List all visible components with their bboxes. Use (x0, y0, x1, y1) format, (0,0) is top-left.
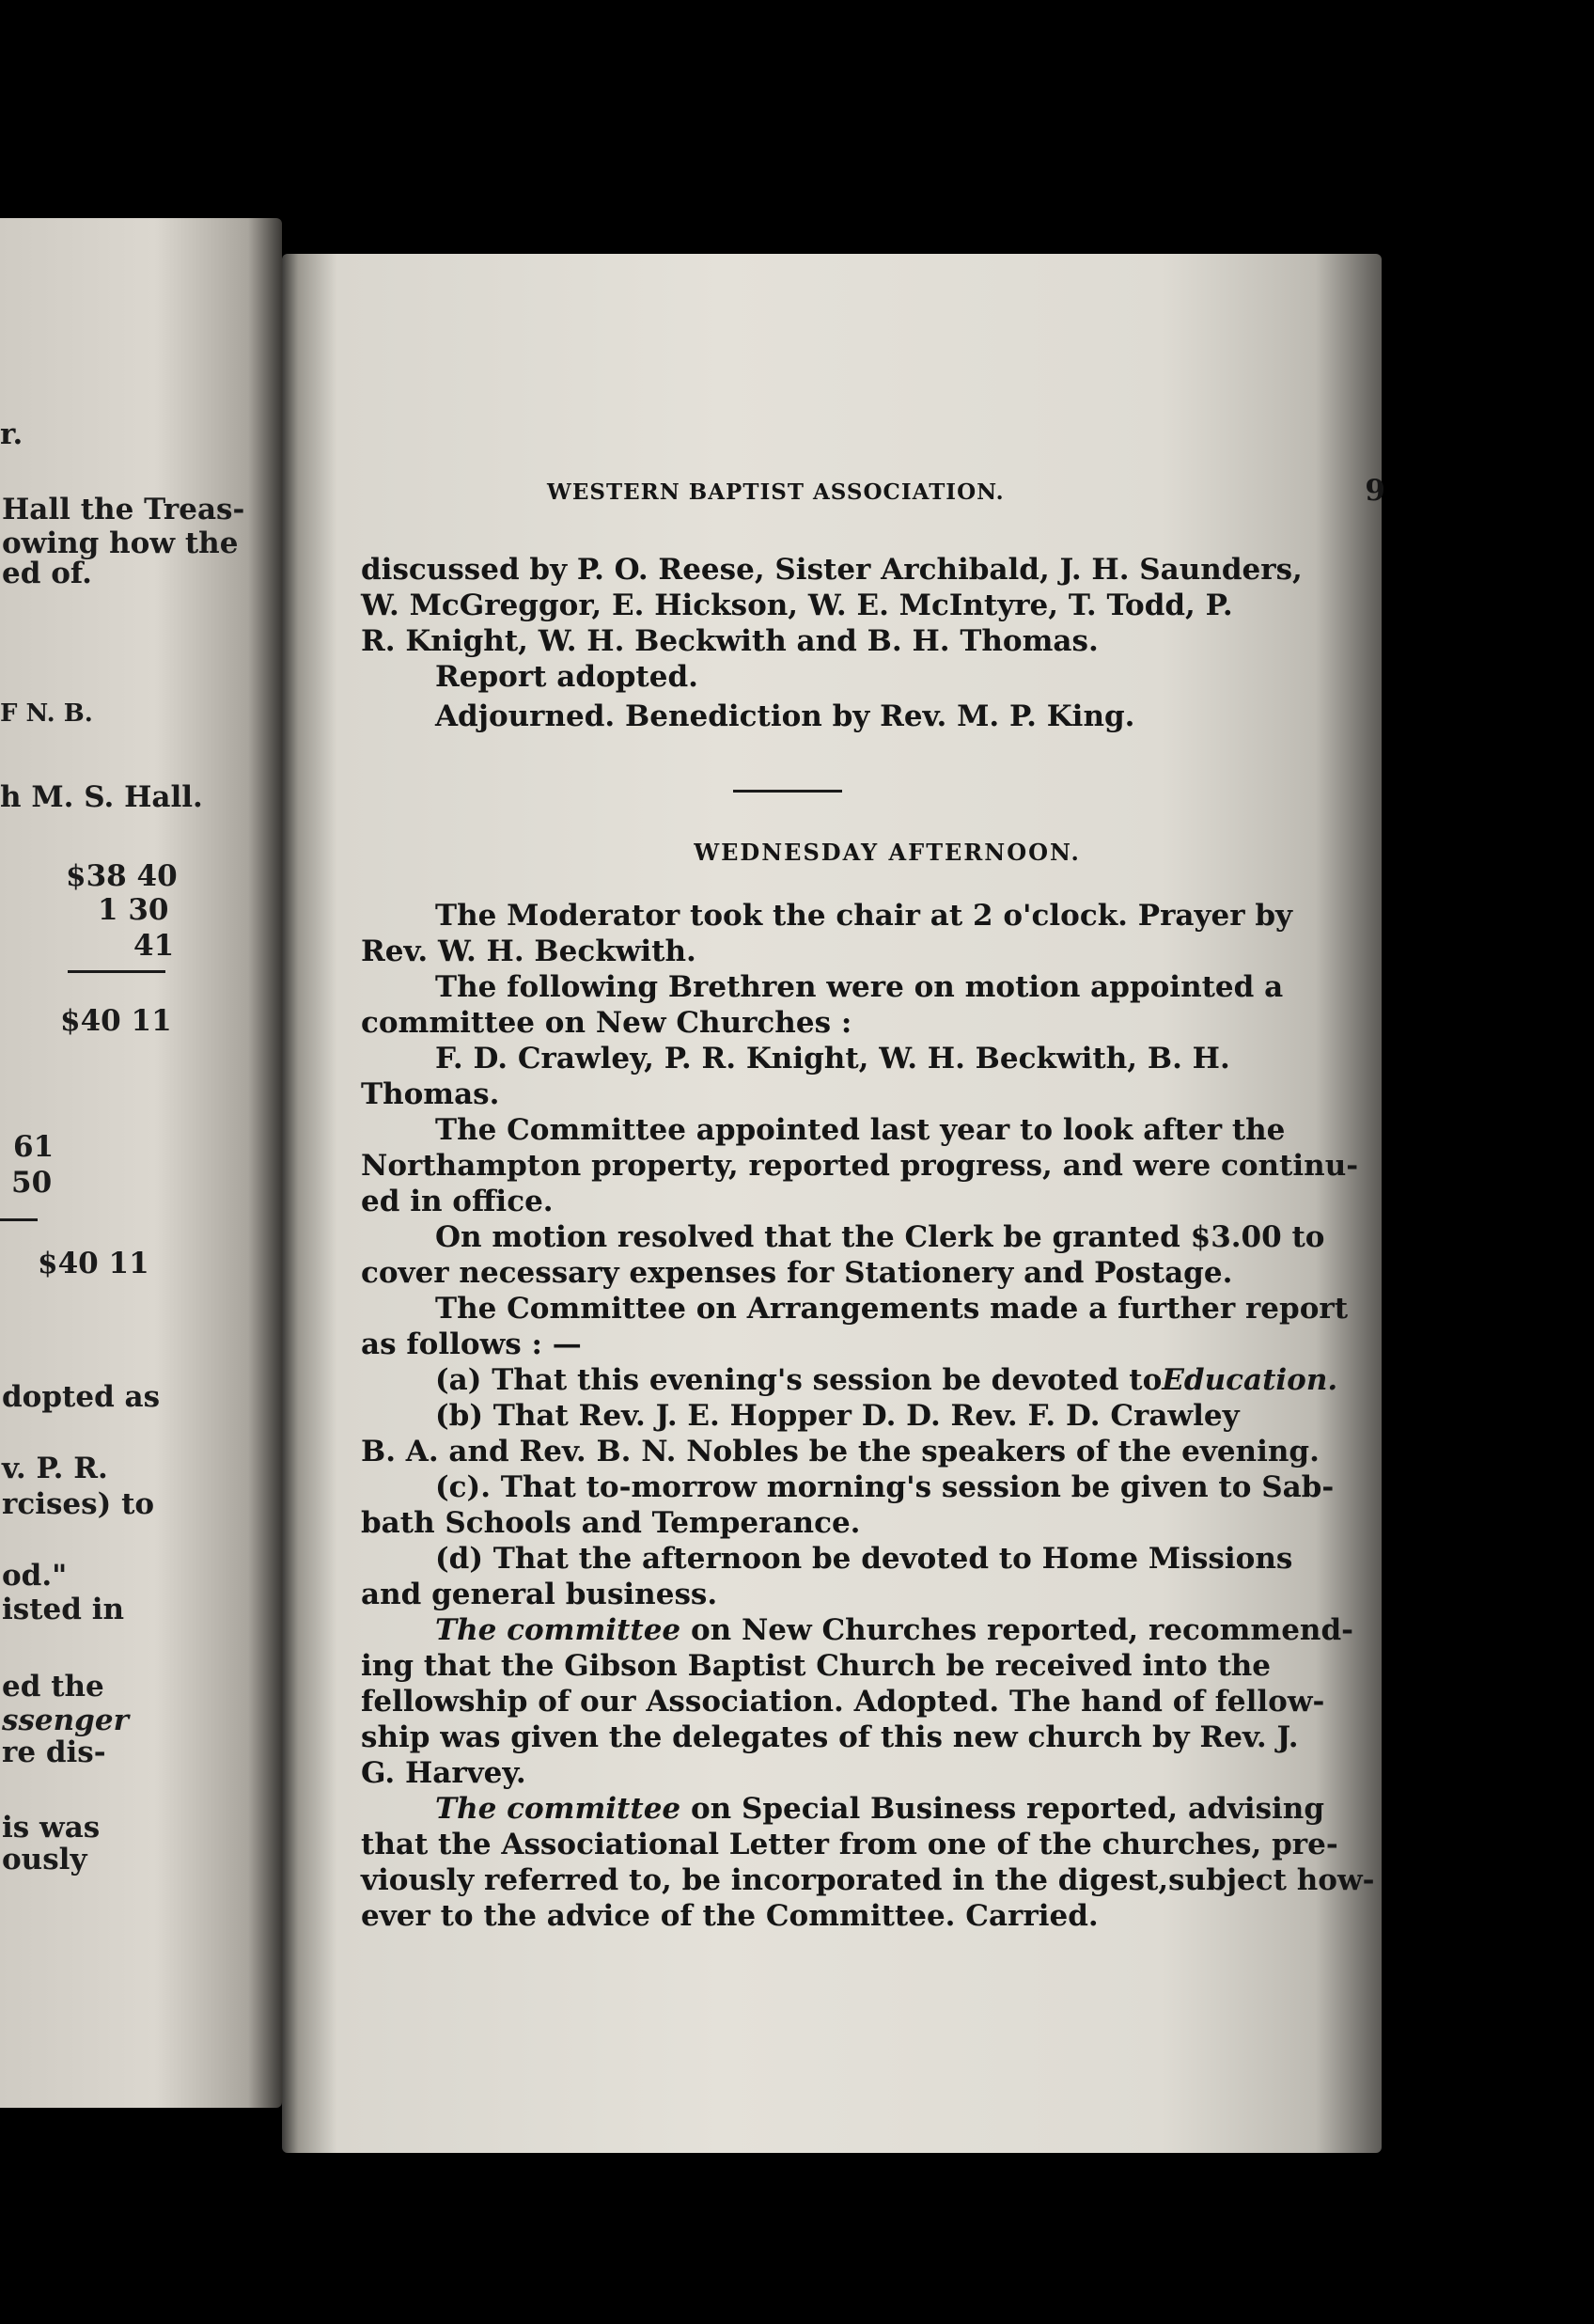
section-divider (733, 790, 842, 793)
text-line (361, 1362, 1338, 1398)
facing-text-line: rcises) to (2, 1487, 155, 1521)
facing-text-line: is was (2, 1811, 101, 1845)
text-line: Northampton property, reported progress, and were continu- (361, 1149, 1359, 1183)
facing-text-line: h M. S. Hall. (0, 780, 203, 814)
text-line: W. McGreggor, E. Hickson, W. E. McIntyre, T. Todd, P. (361, 589, 1233, 622)
text-line: The Committee appointed last year to look after the (435, 1113, 1286, 1147)
italic-text: Education. (1162, 1363, 1338, 1397)
text-span: on Special Business reported, advising (690, 1792, 1325, 1826)
text-line: (d) That the afternoon be devoted to Home Missions (435, 1542, 1293, 1576)
text-line: The following Brethren were on motion appointed a (435, 970, 1284, 1004)
text-line: that the Associational Letter from one of the churches, pre- (361, 1828, 1338, 1861)
text-line: ship was given the delegates of this new church by Rev. J. (361, 1720, 1299, 1754)
text-line: Thomas. (361, 1077, 500, 1111)
facing-text-line: r. (0, 417, 23, 451)
sum-rule (0, 1218, 38, 1221)
facing-amount: 50 (11, 1166, 53, 1200)
text-line: F. D. Crawley, P. R. Knight, W. H. Beckwith, B. H. (435, 1042, 1230, 1076)
running-title: WESTERN BAPTIST ASSOCIATION. (547, 479, 1005, 505)
text-line (361, 1791, 1325, 1827)
italic-text: The committee (435, 1792, 681, 1826)
text-line: and general business. (361, 1578, 718, 1611)
facing-text-line: dopted as (2, 1380, 161, 1414)
facing-text-line: ously (2, 1843, 87, 1876)
text-line: On motion resolved that the Clerk be granted $3.00 to (435, 1220, 1325, 1254)
facing-text-line: ssenger (2, 1704, 129, 1737)
facing-text-line: owing how the (2, 526, 239, 560)
facing-text-line: ed the (2, 1670, 104, 1704)
text-line: viously referred to, be incorporated in the digest,subject how- (361, 1863, 1375, 1897)
text-line: R. Knight, W. H. Beckwith and B. H. Thomas. (361, 624, 1099, 658)
facing-text-line: isted in (2, 1593, 125, 1626)
facing-amount: $38 40 (66, 859, 178, 893)
text-line: The Committee on Arrangements made a further report (435, 1292, 1349, 1326)
italic-text: The committee (435, 1613, 681, 1647)
facing-page-fragment (0, 218, 282, 2108)
facing-amount: 41 (133, 929, 175, 963)
text-line: ever to the advice of the Committee. Carried. (361, 1899, 1099, 1933)
text-line: (b) That Rev. J. E. Hopper D. D. Rev. F. D. Crawley (435, 1399, 1240, 1433)
facing-text-line: ed of. (2, 557, 92, 590)
text-line: B. A. and Rev. B. N. Nobles be the speakers of the evening. (361, 1435, 1320, 1468)
facing-amount: 61 (13, 1130, 55, 1164)
text-line: (c). That to-morrow morning's session be given to Sab- (435, 1470, 1335, 1504)
facing-text-line: od." (2, 1559, 68, 1593)
facing-text-line: v. P. R. (2, 1452, 108, 1485)
facing-amount: $40 11 (38, 1247, 149, 1280)
facing-amount: 1 30 (98, 893, 169, 927)
facing-text-line: F N. B. (0, 699, 93, 728)
text-line: bath Schools and Temperance. (361, 1506, 861, 1540)
facing-amount: $40 11 (60, 1004, 172, 1038)
text-span: on New Churches reported, recommend- (690, 1613, 1354, 1647)
text-line: as follows : — (361, 1327, 582, 1361)
facing-text-line: Hall the Treas- (2, 493, 245, 526)
text-line (361, 1612, 1354, 1648)
text-line: Rev. W. H. Beckwith. (361, 934, 696, 968)
text-line: ed in office. (361, 1185, 554, 1218)
text-line: discussed by P. O. Reese, Sister Archibald, J. H. Saunders, (361, 553, 1303, 587)
text-line: Adjourned. Benediction by Rev. M. P. King. (435, 699, 1135, 733)
sum-rule (68, 970, 165, 973)
text-line: fellowship of our Association. Adopted. The hand of fellow- (361, 1685, 1325, 1719)
text-line: G. Harvey. (361, 1756, 526, 1790)
section-heading: WEDNESDAY AFTERNOON. (694, 839, 1081, 866)
page-number: 9 (1365, 474, 1385, 508)
text-line: The Moderator took the chair at 2 o'clock. Prayer by (435, 899, 1293, 933)
text-span: (a) That this evening's session be devoted to (435, 1363, 1163, 1397)
text-line: cover necessary expenses for Stationery and Postage. (361, 1256, 1233, 1290)
text-line: Report adopted. (435, 660, 698, 694)
text-line: committee on New Churches : (361, 1006, 852, 1040)
facing-text-line: re dis- (2, 1735, 106, 1769)
text-line: ing that the Gibson Baptist Church be received into the (361, 1649, 1272, 1683)
